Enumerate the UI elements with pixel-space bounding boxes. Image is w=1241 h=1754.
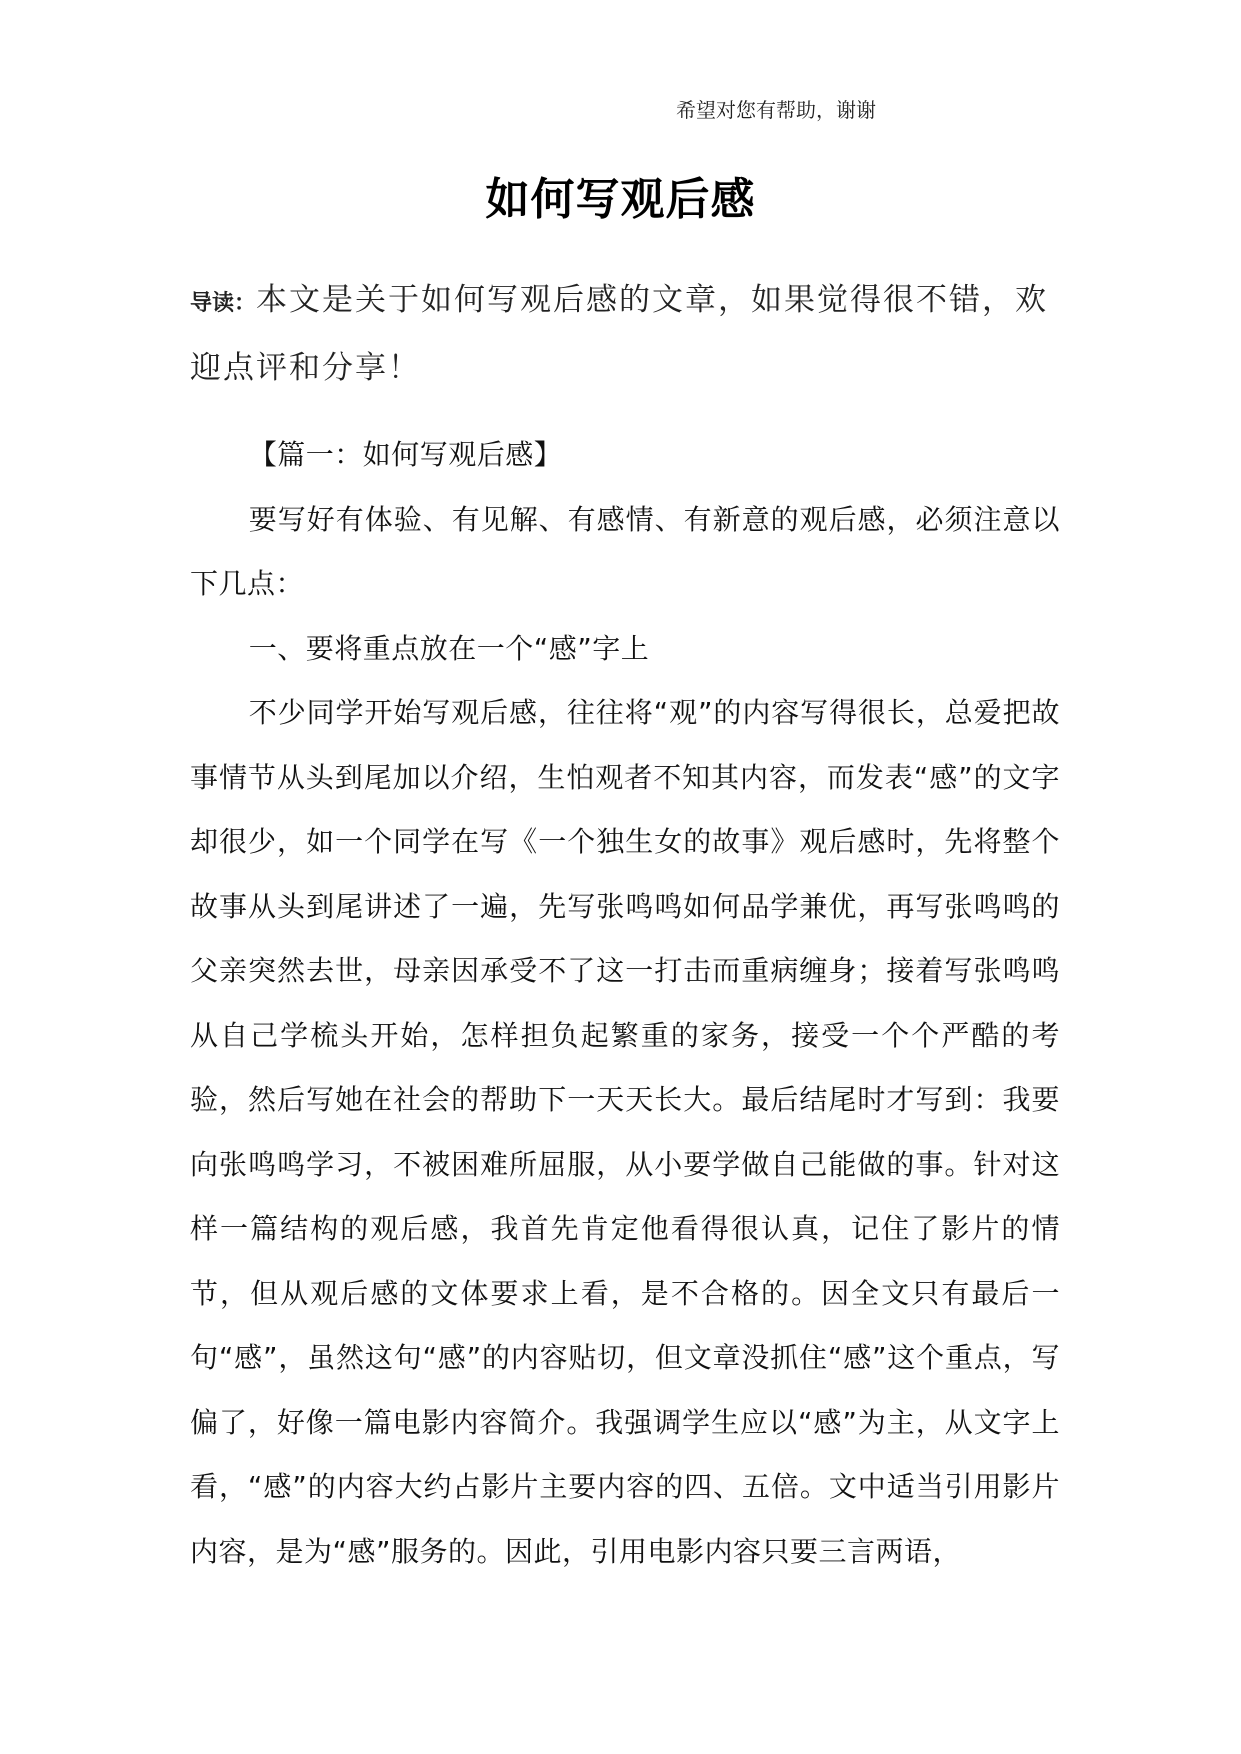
intro-text: 本文是关于如何写观后感的文章，如果觉得很不错，欢迎点评和分享！: [190, 282, 1049, 386]
body-paragraph: 一、要将重点放在一个“感”字上: [248, 631, 650, 665]
document-body: [190, 423, 1060, 1584]
body-paragraph: 要写好有体验、有见解、有感情、有新意的观后感，必须注意以下几点：: [190, 502, 1060, 600]
document-title: 如何写观后感: [485, 174, 756, 225]
section-heading: 【篇一：如何写观后感】: [248, 438, 563, 471]
body-paragraph: 不少同学开始写观后感，往往将“观”的内容写得很长，总爱把故事情节从头到尾加以介绍，生怕观者不知其内容，而发表“感”的文字却很少，如一个同学在写《一个独生女的故事》观后感时，先将整个故事从头到尾讲述了一遍，先写张鸣鸣如何品学兼优，再写张鸣鸣的父亲突然去世，母亲因承受不了这一打击而重病缠身；接着写张鸣鸣从自己学梳头开始，怎样担负起繁重的家务，接受一个个严酷的考验，然后写她在社会的帮助下一天天长大。最后结尾时才写到：我要向张鸣鸣学习，不被困难所屈服，从小要学做自己能做的事。针对这样一篇结构的观后感，我首先肯定他看得很认真，记住了影片的情节，但从观后感的文体要求上看，是不合格的。因全文只有最后一句“感”，虽然这句“感”的内容贴切，但文章没抓住“感”这个重点，写偏了，好像一篇电影内容简介。我强调学生应以“感”为主，从文字上看，“感”的内容大约占影片主要内容的四、五倍。文中适当引用影片内容，是为“感”服务的。因此，引用电影内容只要三言两语，: [190, 696, 1060, 1568]
intro-label: 导读：: [190, 291, 257, 316]
intro-paragraph: [190, 268, 1060, 400]
header-note: 希望对您有帮助，谢谢: [676, 98, 876, 122]
